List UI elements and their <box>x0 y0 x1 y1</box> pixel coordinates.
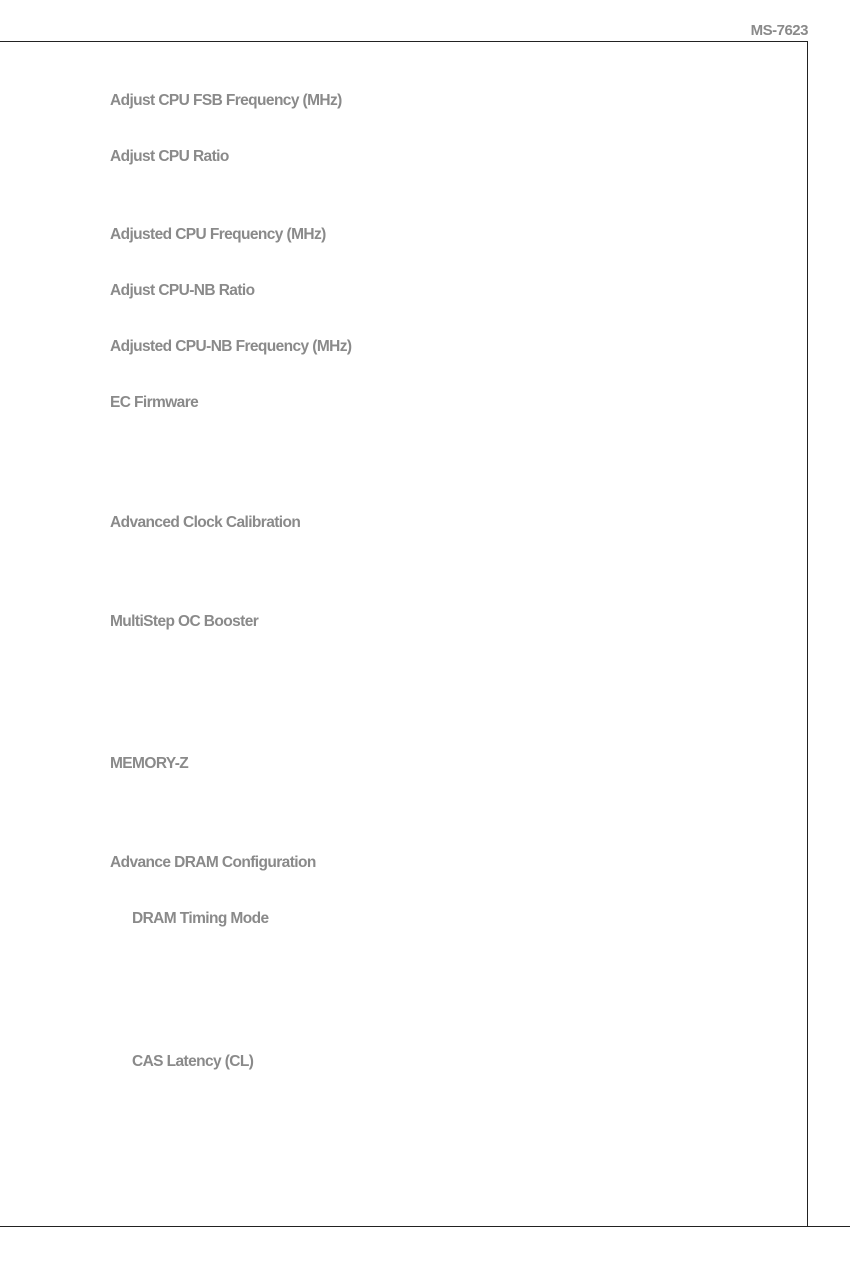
model-number: MS-7623 <box>750 22 808 39</box>
setting-cpu-fsb-frequency: Adjust CPU FSB Frequency (MHz) <box>110 92 342 109</box>
footer-rule <box>0 1226 850 1227</box>
setting-memory-z: MEMORY-Z <box>110 755 189 772</box>
setting-adjusted-cpu-frequency: Adjusted CPU Frequency (MHz) <box>110 226 326 243</box>
setting-ec-firmware: EC Firmware <box>110 394 199 411</box>
setting-advanced-clock-calibration: Advanced Clock Calibration <box>110 514 301 531</box>
right-rule <box>807 41 808 1227</box>
setting-cas-latency: CAS Latency (CL) <box>132 1053 254 1070</box>
setting-multistep-oc-booster: MultiStep OC Booster <box>110 613 259 630</box>
setting-cpu-ratio: Adjust CPU Ratio <box>110 148 229 165</box>
setting-cpu-nb-ratio: Adjust CPU-NB Ratio <box>110 282 255 299</box>
header-rule <box>0 41 808 42</box>
setting-dram-timing-mode: DRAM Timing Mode <box>132 910 269 927</box>
setting-adjusted-cpu-nb-frequency: Adjusted CPU-NB Frequency (MHz) <box>110 338 352 355</box>
setting-advance-dram-configuration: Advance DRAM Configuration <box>110 854 316 871</box>
